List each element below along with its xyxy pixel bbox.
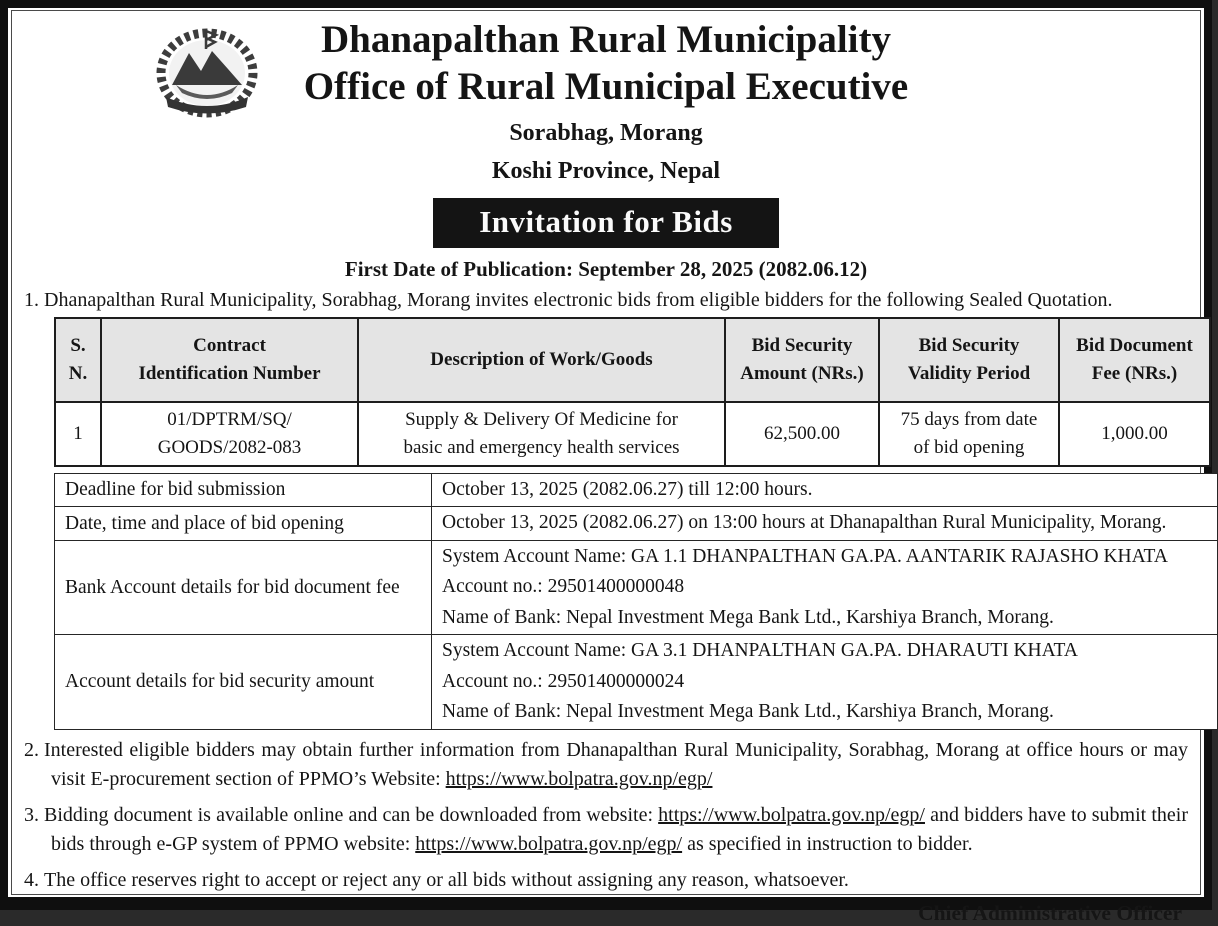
org-name: Dhanapalthan Rural Municipality [321, 18, 891, 61]
page-content [11, 10, 1201, 926]
cell-contract-id-line2: GOODS/2082-083 [157, 436, 302, 458]
cell-validity-period [879, 402, 1059, 466]
cell-validity-line2: of bid opening [913, 436, 1025, 458]
col-header-validity-line1: Bid Security [918, 334, 1020, 356]
security-account-system-name: System Account Name: GA 3.1 DHANPALTHAN GA.PA. DHARAUTI KHATA [442, 640, 1078, 662]
detail-row-deadline [55, 473, 1218, 507]
fee-account-system-name: System Account Name: GA 1.1 DHANPALTHAN GA.PA. AANTARIK RAJASHO KHATA [442, 545, 1168, 567]
col-header-description-text: Description of Work/Goods [430, 348, 653, 370]
col-header-security-line1: Bid Security [751, 334, 853, 356]
col-header-sn-line2: N. [68, 362, 88, 384]
bid-table-header-row [55, 318, 1210, 402]
note-2-ppmo-link[interactable]: https://www.bolpatra.gov.np/egp/ [445, 768, 713, 791]
col-header-validity-period [879, 318, 1059, 402]
cell-description-line1: Supply & Delivery Of Medicine for [405, 408, 678, 430]
detail-row-document-fee-account [55, 540, 1218, 635]
document-header [24, 19, 1188, 282]
invitation-banner: Invitation for Bids [433, 198, 779, 248]
note-3-text-pre: Bidding document is available online and can be downloaded from website: [44, 803, 659, 826]
col-header-sn-line1: S. [70, 334, 86, 356]
intro-text: Dhanapalthan Rural Municipality, Sorabhag, Morang invites electronic bids from eligible bidders for the following Sealed Quotation. [44, 288, 1113, 311]
detail-value-document-fee-account [432, 540, 1218, 635]
cell-contract-id-line1: 01/DPTRM/SQ/ [167, 408, 292, 430]
col-header-contract-line2: Identification Number [138, 362, 321, 384]
intro-paragraph [24, 289, 1188, 312]
detail-row-opening [55, 507, 1218, 541]
note-3 [24, 801, 1188, 860]
cell-document-fee: 1,000.00 [1059, 402, 1210, 466]
col-header-validity-line2: Validity Period [907, 362, 1031, 384]
detail-label-document-fee-account: Bank Account details for bid document fee [55, 540, 432, 635]
intro-number: 1. [24, 288, 39, 311]
detail-label-opening: Date, time and place of bid opening [55, 507, 432, 541]
note-4 [24, 866, 1188, 896]
detail-value-deadline [432, 473, 1218, 507]
detail-value-deadline-line: October 13, 2025 (2082.06.27) till 12:00 hours. [442, 478, 813, 500]
col-header-sn [55, 318, 101, 402]
security-account-bank-name: Name of Bank: Nepal Investment Mega Bank Ltd., Karshiya Branch, Morang. [442, 701, 1054, 723]
publication-date-line: First Date of Publication: September 28, 2025 (2082.06.12) [344, 256, 868, 281]
cell-description [358, 402, 725, 466]
bid-summary-table [54, 317, 1211, 467]
nepal-emblem-logo [152, 21, 262, 125]
cell-contract-id [101, 402, 358, 466]
detail-row-security-account [55, 635, 1218, 730]
note-3-egp-link[interactable]: https://www.bolpatra.gov.np/egp/ [415, 833, 683, 856]
note-2 [24, 736, 1188, 795]
col-header-document-fee [1059, 318, 1210, 402]
signature-title: Chief Administrative Officer [918, 901, 1182, 926]
cell-description-line2: basic and emergency health services [403, 436, 680, 458]
address-line-1: Sorabhag, Morang [509, 119, 703, 146]
note-3-text-post: as specified in instruction to bidder. [682, 833, 973, 856]
note-4-number: 4. [24, 868, 39, 891]
col-header-contract-id [101, 318, 358, 402]
note-3-number: 3. [24, 803, 39, 826]
col-header-description [358, 318, 725, 402]
col-header-fee-line2: Fee (NRs.) [1091, 362, 1178, 384]
bid-details-table [54, 473, 1218, 730]
col-header-fee-line1: Bid Document [1076, 334, 1193, 356]
cell-validity-line1: 75 days from date [900, 408, 1038, 430]
detail-value-opening-line: October 13, 2025 (2082.06.27) on 13:00 hours at Dhanapalthan Rural Municipality, Morang. [442, 512, 1167, 534]
cell-bid-security-amount: 62,500.00 [725, 402, 879, 466]
detail-label-deadline: Deadline for bid submission [55, 473, 432, 507]
fee-account-bank-name: Name of Bank: Nepal Investment Mega Bank Ltd., Karshiya Branch, Morang. [442, 606, 1054, 628]
bid-table-data-row [55, 402, 1210, 466]
cell-sn: 1 [55, 402, 101, 466]
note-4-text: The office reserves right to accept or reject any or all bids without assigning any reason, whatsoever. [44, 868, 849, 891]
col-header-contract-line1: Contract [193, 334, 266, 356]
page-frame-gap [8, 8, 1204, 926]
detail-value-opening [432, 507, 1218, 541]
note-3-download-link[interactable]: https://www.bolpatra.gov.np/egp/ [658, 803, 925, 826]
address-line-2: Koshi Province, Nepal [491, 157, 721, 184]
office-name: Office of Rural Municipal Executive [303, 64, 909, 108]
detail-value-security-account [432, 635, 1218, 730]
note-3-text-mid: and bidders have to submit their bids through e-GP system of PPMO website: [51, 803, 1188, 856]
security-account-number: Account no.: 29501400000024 [442, 670, 685, 692]
note-2-text: Interested eligible bidders may obtain further information from Dhanapalthan Rural Municipality, Sorabhag, Morang at office hours or may visit E-procurement section of PPMO’s Website: [44, 738, 1188, 791]
detail-label-security-account: Account details for bid security amount [55, 635, 432, 730]
col-header-bid-security-amount [725, 318, 879, 402]
fee-account-number: Account no.: 29501400000048 [442, 576, 685, 598]
notes-section [24, 736, 1188, 896]
note-2-number: 2. [24, 738, 39, 761]
col-header-security-line2: Amount (NRs.) [740, 362, 864, 384]
